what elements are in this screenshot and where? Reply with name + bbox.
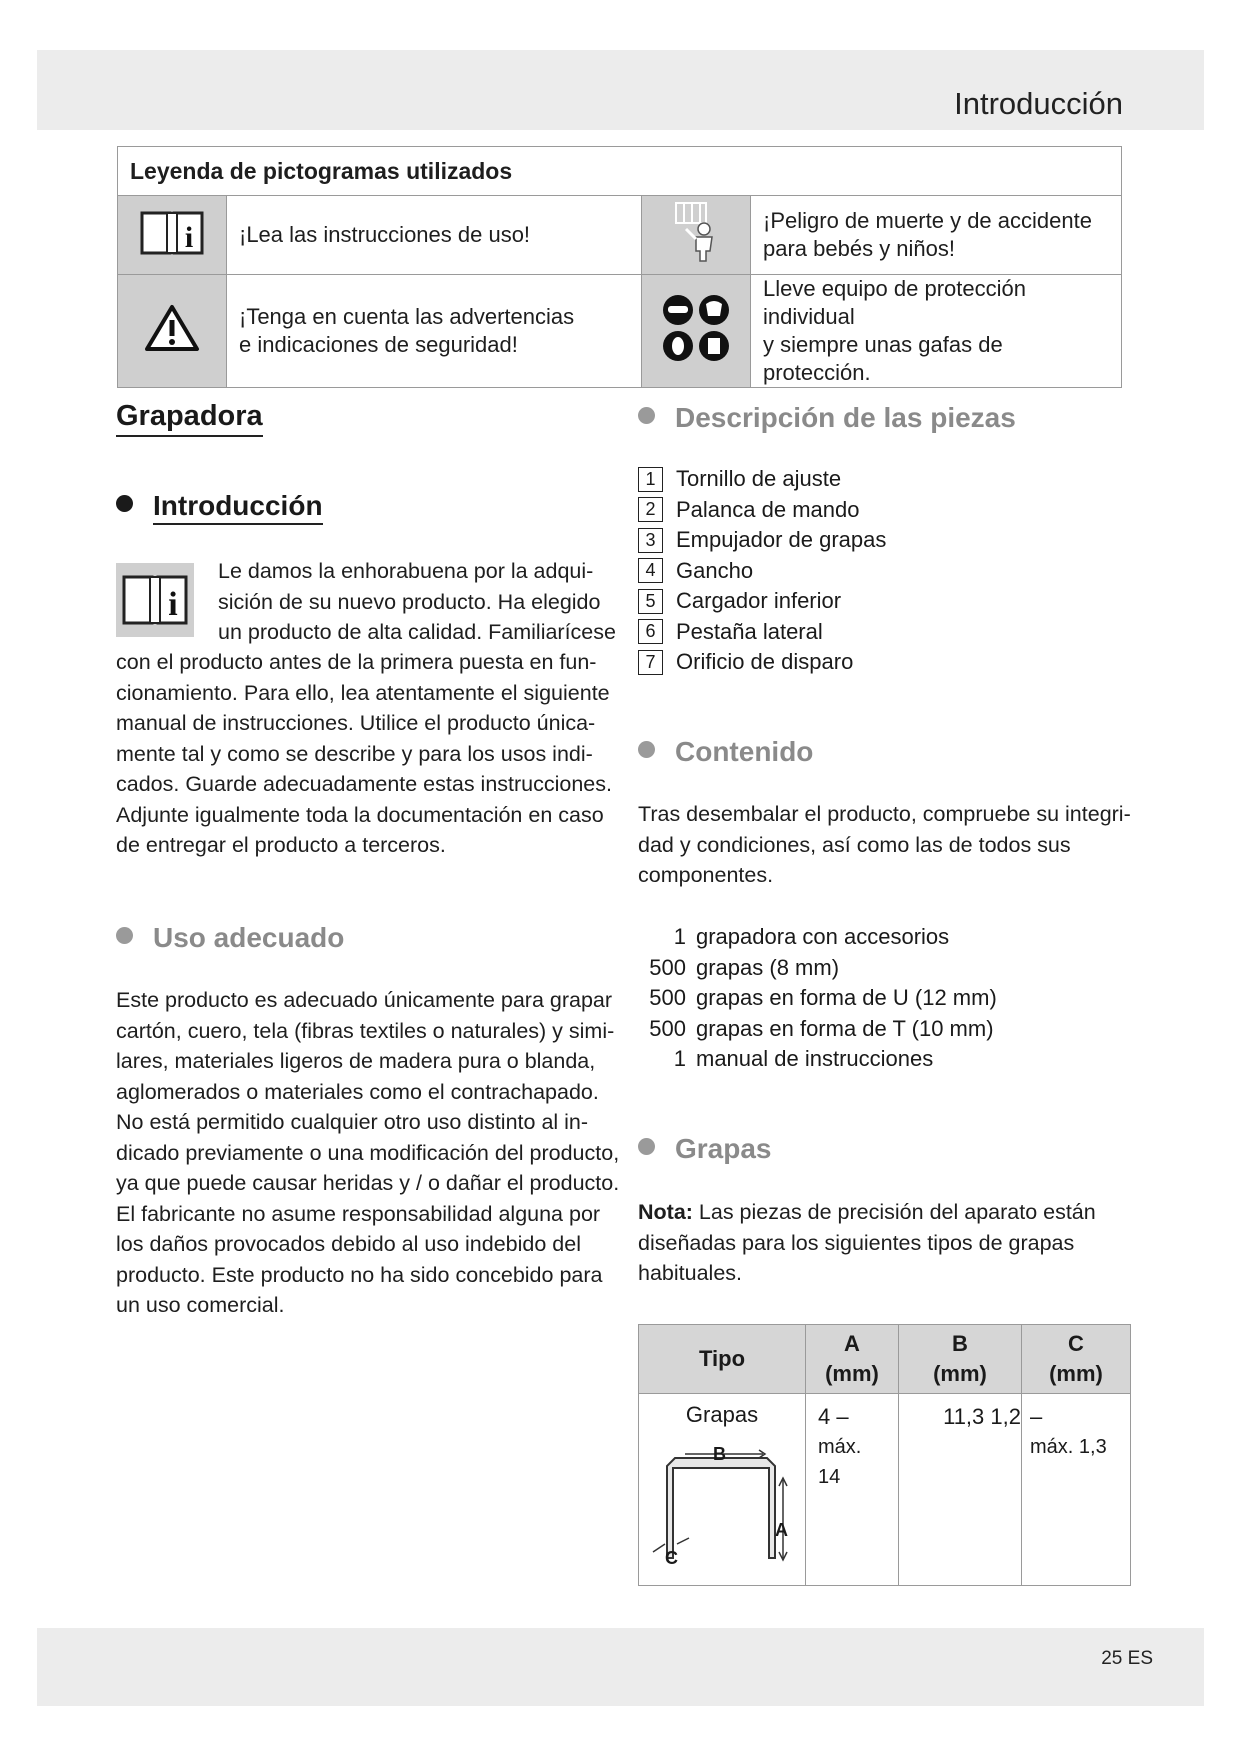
uso-line: cartón, cuero, tela (fibras textiles o naturales) y simi- [116,1018,615,1043]
item-qty: 500 [649,1015,686,1041]
intro-line: cionamiento. Para ello, lea atentamente el siguiente [116,680,610,705]
list-item [638,1014,997,1045]
item-qty: 500 [649,985,686,1010]
contenido-line: Tras desembalar el producto, compruebe su integri- [638,802,1131,826]
diagram-label-a: A [775,1520,788,1540]
list-item [638,647,886,678]
legend-read-instructions-text: ¡Lea las instrucciones de uso! [227,196,642,275]
contenido-line: componentes. [638,863,774,887]
c-dash: – [1030,1404,1043,1429]
uso-line: El fabricante no asume responsabilidad alguna por [116,1201,601,1226]
item-qty: 1 [673,1046,686,1071]
list-item [638,525,886,556]
bullet-dot [638,407,655,424]
cell-a [806,1394,899,1586]
contenido-paragraph [638,799,1131,891]
child-danger-icon [642,196,751,275]
diagram-label-b: B [713,1444,726,1464]
note-line: habituales. [638,1261,742,1285]
tipo-value: Grapas [685,1402,759,1427]
cell-tipo [639,1394,806,1586]
part-label: Orificio de disparo [676,649,854,675]
bullet-dot [116,495,133,512]
list-item [638,922,997,953]
staple-spec-table [638,1324,1131,1586]
uso-heading [116,922,344,954]
header-b [899,1325,1022,1394]
grapas-heading [638,1133,772,1165]
part-label: Palanca de mando [676,496,860,522]
cell-c [1022,1394,1131,1586]
parts-heading [638,402,1016,434]
pictogram-legend-table [117,146,1122,388]
intro-line: sición de su nuevo producto. Ha elegido [218,589,601,614]
a-range-max: máx. 14 [818,1436,862,1488]
book-info-icon [118,196,227,275]
list-item [638,983,997,1014]
list-item [638,556,886,587]
note-line: diseñadas para los siguientes tipos de grapas [638,1230,1075,1255]
legend-warnings-line2: e indicaciones de seguridad! [239,332,518,357]
bullet-dot [638,741,655,758]
intro-heading [116,490,323,522]
item-text: grapadora con accesorios [696,924,950,949]
uso-line: No está permitido cualquier otro uso distinto al in- [116,1110,589,1134]
list-item [638,617,886,648]
intro-line: mente tal y como se describe y para los usos indi- [116,741,593,766]
uso-line: Este producto es adecuado únicamente para grapar [116,988,613,1012]
bullet-dot [638,1138,655,1155]
header-a-letter: A [844,1331,860,1356]
legend-protection-text [751,275,1122,388]
a-range-min: 4 – [818,1404,849,1429]
legend-title: Leyenda de pictogramas utilizados [118,147,1122,196]
legend-child-danger-line1: ¡Peligro de muerte y de accidente [763,208,1092,233]
grapas-heading-text: Grapas [675,1133,772,1164]
list-item [638,953,997,984]
part-number: 6 [638,619,663,644]
note-label: Nota: [638,1200,693,1224]
item-text: grapas en forma de U (12 mm) [696,985,997,1010]
header-c-unit: (mm) [1049,1361,1103,1386]
cell-b [899,1394,1022,1586]
part-number: 7 [638,650,663,675]
header-a-unit: (mm) [825,1361,879,1386]
header-c-letter: C [1068,1331,1084,1356]
uso-line: ya que puede causar heridas y / o dañar el producto. [116,1171,620,1195]
intro-paragraph-top [218,556,616,648]
part-label: Tornillo de ajuste [676,466,842,492]
part-number: 4 [638,558,663,583]
intro-line: con el producto antes de la primera puesta en fun- [116,650,597,674]
contents-list [638,922,997,1075]
c-range-min: 1,2 [990,1404,1021,1429]
item-text: manual de instrucciones [696,1046,934,1071]
legend-protection-line2: y siempre unas gafas de protección. [763,332,1003,385]
intro-heading-text: Introducción [153,490,323,525]
list-item [638,495,886,526]
uso-heading-text: Uso adecuado [153,922,345,953]
uso-line: aglomerados o materiales como el contrachapado. [116,1079,599,1104]
parts-list [638,464,886,678]
item-qty: 1 [673,924,686,949]
uso-paragraph [116,985,619,1321]
b-value: 11,3 [943,1404,985,1429]
note-line: Las piezas de precisión del aparato están [692,1200,1096,1224]
part-number: 3 [638,528,663,553]
parts-heading-text: Descripción de las piezas [675,402,1016,433]
list-item [638,464,886,495]
item-qty: 500 [649,954,686,980]
svg-text:i: i [184,220,194,254]
part-label: Gancho [676,557,754,583]
part-label: Pestaña lateral [676,618,823,644]
legend-warnings-text [227,275,642,388]
intro-line: un producto de alta calidad. Familiarícese [218,620,616,644]
part-number: 1 [638,467,663,492]
item-text: grapas en forma de T (10 mm) [696,1015,994,1041]
item-text: grapas (8 mm) [696,954,840,980]
uso-line: los daños provocados debido al uso indebido del [116,1232,581,1256]
protective-equipment-icon [642,275,751,388]
legend-child-danger-line2: para bebés y niños! [763,236,956,261]
grapas-note [638,1197,1096,1289]
legend-protection-line1: Lleve equipo de protección individual [763,276,1026,329]
header-b-letter: B [952,1331,968,1356]
intro-line: de entregar el producto a terceros. [116,833,446,857]
contenido-heading [638,736,813,768]
header-tipo: Tipo [639,1325,806,1394]
intro-line: manual de instrucciones. Utilice el producto única- [116,711,596,735]
bullet-dot [116,927,133,944]
intro-paragraph [116,647,612,861]
footer-band [37,1628,1204,1706]
part-label: Empujador de grapas [676,527,887,553]
legend-warnings-line1: ¡Tenga en cuenta las advertencias [239,304,575,329]
page-number: 25 ES [1101,1648,1153,1669]
intro-line: Le damos la enhorabuena por la adqui- [218,559,594,583]
diagram-label-c: C [665,1548,678,1568]
uso-line: lares, materiales ligeros de madera pura o blanda, [116,1049,596,1073]
part-label: Cargador inferior [676,588,842,614]
list-item [638,586,886,617]
part-number: 2 [638,497,663,522]
book-info-icon [116,563,194,637]
product-title: Grapadora [116,400,263,437]
svg-text:i: i [168,586,178,623]
uso-line: producto. Este producto no ha sido concebido para [116,1262,603,1287]
page-header-title: Introducción [954,86,1123,121]
uso-line: dicado previamente o una modificación del producto, [116,1140,620,1165]
intro-line: Adjunte igualmente toda la documentación en caso [116,802,604,827]
uso-line: un uso comercial. [116,1293,285,1317]
intro-line: cados. Guarde adecuadamente estas instrucciones. [116,772,612,796]
header-b-unit: (mm) [933,1361,987,1386]
list-item [638,1044,997,1075]
legend-child-danger-text [751,196,1122,275]
c-range-max: máx. 1,3 [1030,1436,1107,1458]
contenido-line: dad y condiciones, así como las de todos sus [638,832,1071,857]
warning-triangle-icon [118,275,227,388]
contenido-heading-text: Contenido [675,736,814,767]
part-number: 5 [638,589,663,614]
header-c [1022,1325,1131,1394]
header-a [806,1325,899,1394]
